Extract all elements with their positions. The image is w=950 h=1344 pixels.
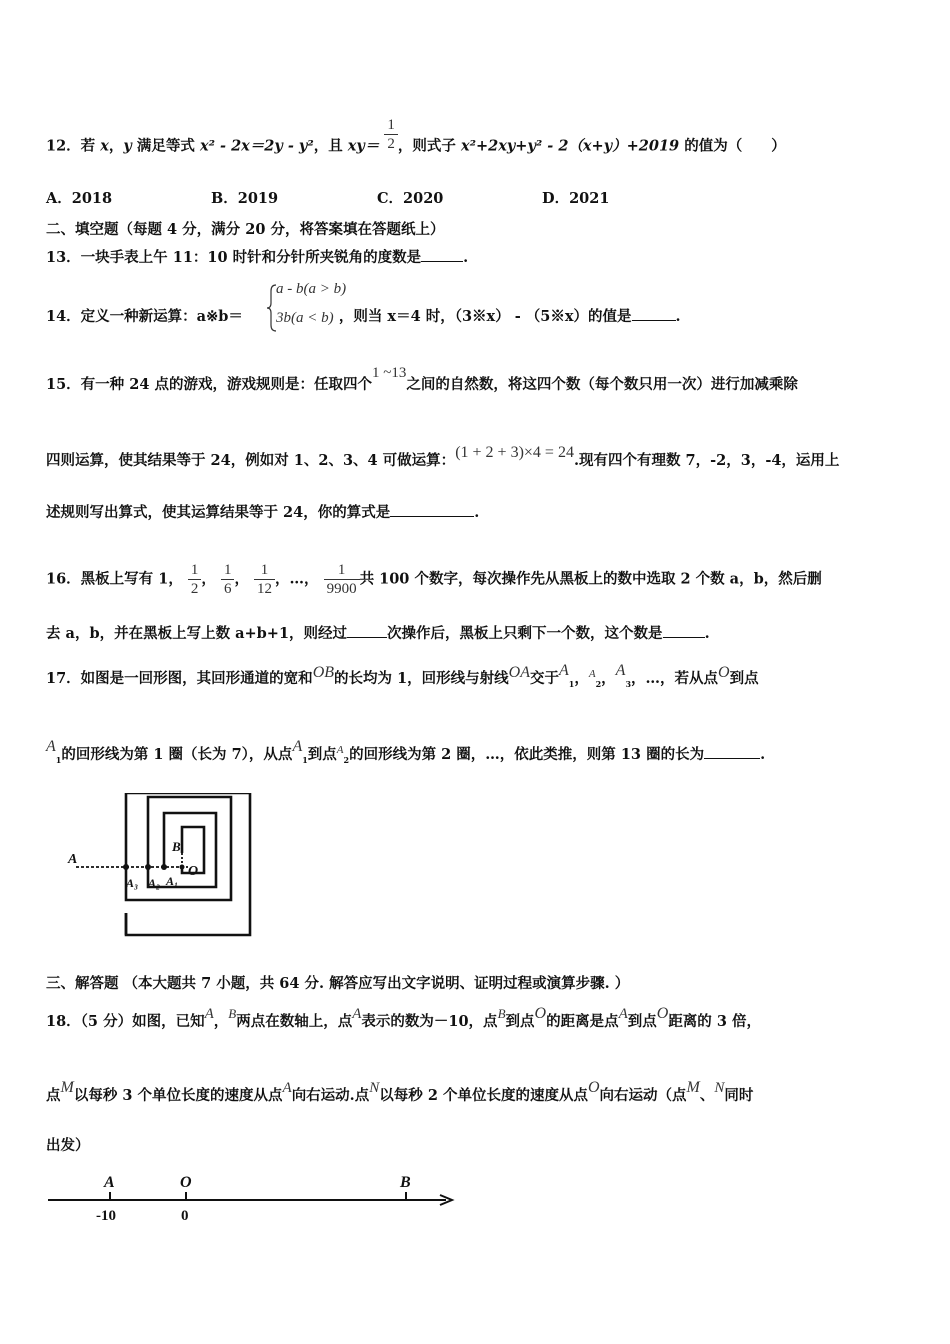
label-a1: A₁ bbox=[166, 874, 179, 888]
q14-case-2: 3b(a < b) bbox=[276, 310, 334, 326]
number-line bbox=[44, 1168, 464, 1228]
answer-blank bbox=[663, 623, 705, 638]
label-a3: A₃ bbox=[126, 876, 139, 890]
answer-blank bbox=[704, 744, 760, 759]
section-3-heading: 三、解答题 （本大题共 7 小题，共 64 分. 解答应写出文字说明、证明过程或演算步骤. ） bbox=[46, 975, 630, 992]
q14-case-1: a - b(a > b) bbox=[276, 281, 347, 297]
question-12: 12．若 x，y 满足等式 x² - 2x＝2y - y²，且 xy＝ $\frac{1}{2}$ ，则式子 x²+2xy+y² - 2（x+y）+2019 的值为（ ） bbox=[46, 117, 786, 155]
q12-option-c: C．2020 bbox=[377, 190, 444, 207]
point-a2 bbox=[145, 864, 151, 870]
point-o bbox=[180, 865, 185, 870]
question-16-line-2: 去 a，b，并在黑板上写上数 a+b+1，则经过 次操作后，黑板上只剩下一个数，这个数是 . bbox=[46, 625, 710, 642]
q12-equation: x² - 2x＝2y - y² bbox=[199, 137, 314, 155]
axis-label-a: A bbox=[104, 1174, 115, 1191]
axis-label-o: O bbox=[180, 1174, 192, 1191]
point-a1 bbox=[161, 864, 167, 870]
section-2-heading: 二、填空题（每题 4 分，满分 20 分，将答案填在答题纸上） bbox=[46, 221, 445, 238]
question-15-line-3: 述规则写出算式，使其运算结果等于 24，你的算式是 . bbox=[46, 504, 480, 521]
label-a2: A₂ bbox=[148, 876, 161, 890]
label-b: B bbox=[172, 839, 181, 854]
q12-option-a: A．2018 bbox=[46, 190, 113, 207]
tick-label-0: 0 bbox=[181, 1208, 189, 1224]
q12-fraction: $\frac{1}{2}$ bbox=[384, 116, 398, 153]
question-15-line-2: 四则运算，使其结果等于 24，例如对 1、2、3、4 可做运算：(1 + 2 + 3)×4 = 24.现有四个有理数 7，-2，3，-4，运用上 bbox=[46, 444, 840, 469]
answer-blank bbox=[632, 306, 676, 321]
axis-label-b: B bbox=[400, 1174, 411, 1191]
question-16-line-1: 16．黑板上写有 1， $\frac{1}{2}$ ， $\frac{1}{6}$ ， $\frac{1}{12}$ ，…， $\frac{1}{9900}$ 共 100 个数字，每次操作先从黑板上的数中选取 2 个数 a，b，然后删 bbox=[46, 562, 822, 597]
point-a3 bbox=[123, 864, 129, 870]
question-17-line-1: 17．如图是一回形图，其回形通道的宽和OB的长均为 1，回形线与射线OA交于$A_1$，$^A_2$，$A_3$，…，若从点O到点 bbox=[46, 662, 759, 689]
label-o: O bbox=[188, 864, 199, 879]
question-18-line-2: 点M以每秒 3 个单位长度的速度从点A向右运动.点N以每秒 2 个单位长度的速度从点O向右运动（点M、N同时 bbox=[46, 1079, 754, 1104]
answer-blank bbox=[421, 247, 463, 262]
q12-expression: x²+2xy+y² - 2（x+y）+2019 bbox=[460, 137, 680, 155]
question-18-line-1: 18．（5 分）如图，已知A，B两点在数轴上，点A表示的数为－10，点B到点O的距离是点A到点O距离的 3 倍， bbox=[46, 1005, 761, 1030]
q12-option-d: D．2021 bbox=[542, 190, 610, 207]
q15-range: 1 ~13 bbox=[371, 365, 407, 381]
answer-blank bbox=[347, 623, 387, 638]
question-14: 14．定义一种新运算：a※b＝ ，则当 x＝4 时，（3※x） - （5※x）的值是 . bbox=[46, 308, 681, 325]
q15-example: (1 + 2 + 3)×4 = 24 bbox=[455, 444, 574, 461]
spiral-figure bbox=[64, 793, 284, 943]
question-17-line-2: $A_1$的回形线为第 1 圈（长为 7），从点$A_1$到点$^A_2$的回形线为第 2 圈，…，依此类推，则第 13 圈的长为 . bbox=[46, 738, 766, 765]
q12-number: 12．若 bbox=[46, 137, 96, 155]
question-15-line-1: 15．有一种 24 点的游戏，游戏规则是：任取四个1 ~13之间的自然数，将这四个数（每个数只用一次）进行加减乘除 bbox=[46, 365, 798, 393]
answer-blank bbox=[390, 502, 474, 517]
question-13: 13．一块手表上午 11：10 时针和分针所夹锐角的度数是 . bbox=[46, 249, 469, 266]
tick-label-neg10: -10 bbox=[96, 1208, 116, 1224]
q12-option-b: B．2019 bbox=[211, 190, 279, 207]
question-18-line-3: 出发） bbox=[46, 1137, 90, 1154]
label-a: A bbox=[68, 852, 78, 867]
